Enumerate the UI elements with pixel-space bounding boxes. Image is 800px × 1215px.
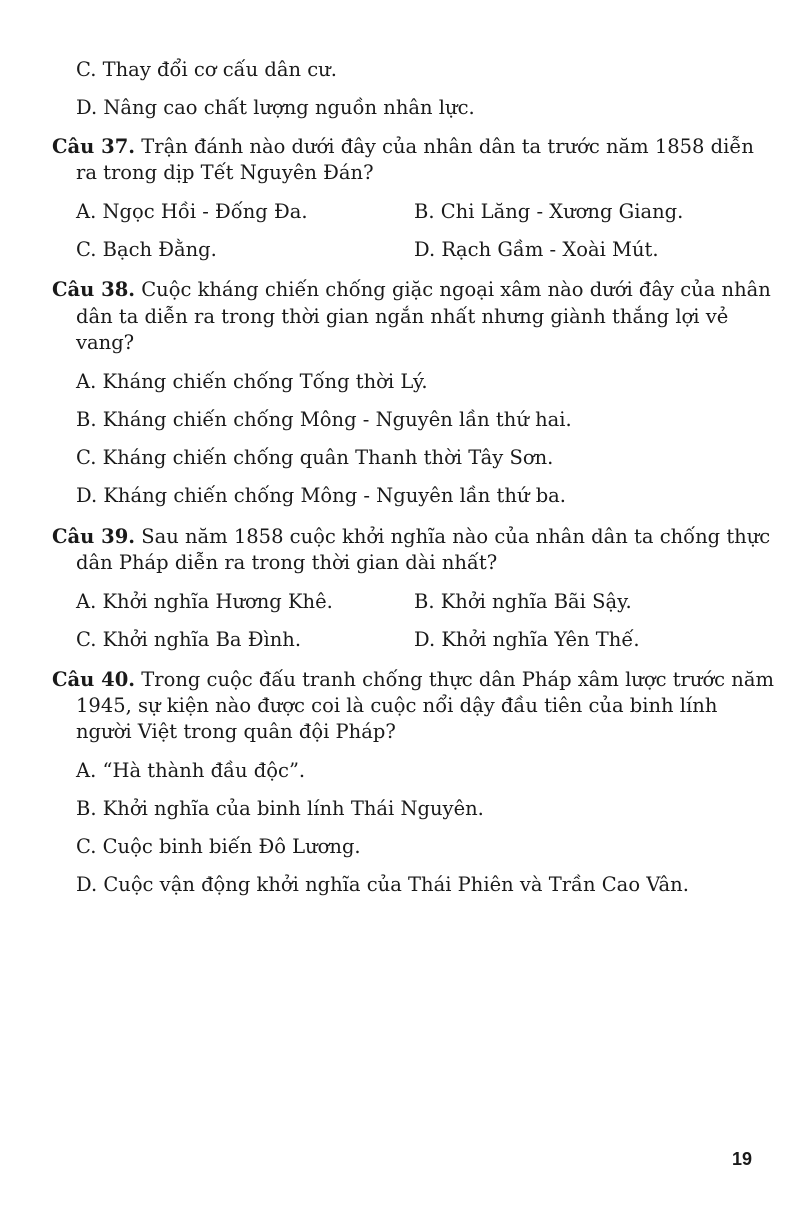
question-40-line-1: [52, 667, 774, 693]
question-38-option-c: C. Kháng chiến chống quân Thanh thời Tây Sơn.: [76, 446, 554, 469]
question-39-line-1: [52, 524, 770, 550]
question-37-label: Câu 37.: [52, 135, 136, 158]
question-39-option-d: D. Khởi nghĩa Yên Thế.: [414, 628, 640, 651]
question-39-text-1: Sau năm 1858 cuộc khởi nghĩa nào của nhân dân ta chống thực: [135, 525, 771, 548]
option-c-prev: C. Thay đổi cơ cấu dân cư.: [76, 58, 337, 81]
question-37-option-c: C. Bạch Đằng.: [76, 238, 217, 261]
question-38-line-2: dân ta diễn ra trong thời gian ngắn nhất nhưng giành thắng lợi vẻ: [76, 305, 729, 328]
question-37-text-1: Trận đánh nào dưới đây của nhân dân ta trước năm 1858 diễn: [135, 135, 754, 158]
question-39-option-b: B. Khởi nghĩa Bãi Sậy.: [414, 590, 632, 613]
question-40-option-b: B. Khởi nghĩa của binh lính Thái Nguyên.: [76, 797, 484, 820]
question-37-option-a: A. Ngọc Hồi - Đống Đa.: [76, 200, 308, 223]
question-38-line-3: vang?: [76, 331, 135, 354]
question-38-option-a: A. Kháng chiến chống Tống thời Lý.: [76, 370, 428, 393]
page-number: 19: [731, 1149, 752, 1169]
question-38-label: Câu 38.: [52, 278, 136, 301]
question-40-line-2: 1945, sự kiện nào được coi là cuộc nổi dậy đầu tiên của binh lính: [76, 694, 718, 717]
question-38-line-1: [52, 277, 771, 303]
question-39-line-2: dân Pháp diễn ra trong thời gian dài nhất?: [76, 551, 498, 574]
question-39-label: Câu 39.: [52, 525, 136, 548]
question-38-option-d: D. Kháng chiến chống Mông - Nguyên lần thứ ba.: [76, 484, 567, 507]
question-40-option-c: C. Cuộc binh biến Đô Lương.: [76, 835, 361, 858]
question-40-line-3: người Việt trong quân đội Pháp?: [76, 720, 396, 743]
question-38-option-b: B. Kháng chiến chống Mông - Nguyên lần thứ hai.: [76, 408, 572, 431]
question-37-option-b: B. Chi Lăng - Xương Giang.: [414, 200, 684, 223]
question-37-option-d: D. Rạch Gầm - Xoài Mút.: [414, 238, 659, 261]
question-40-option-d: D. Cuộc vận động khởi nghĩa của Thái Phiên và Trần Cao Vân.: [76, 873, 689, 896]
question-39-option-a: A. Khởi nghĩa Hương Khê.: [76, 590, 333, 613]
question-40-option-a: A. “Hà thành đầu độc”.: [76, 759, 306, 782]
question-38-text-1: Cuộc kháng chiến chống giặc ngoại xâm nào dưới đây của nhân: [135, 278, 771, 301]
question-39-option-c: C. Khởi nghĩa Ba Đình.: [76, 628, 302, 651]
option-d-prev: D. Nâng cao chất lượng nguồn nhân lực.: [76, 96, 475, 119]
question-40-label: Câu 40.: [52, 668, 136, 691]
question-40-text-1: Trong cuộc đấu tranh chống thực dân Pháp xâm lược trước năm: [135, 668, 774, 691]
question-37-line-2: ra trong dịp Tết Nguyên Đán?: [76, 161, 374, 184]
question-37-line-1: [52, 134, 754, 160]
